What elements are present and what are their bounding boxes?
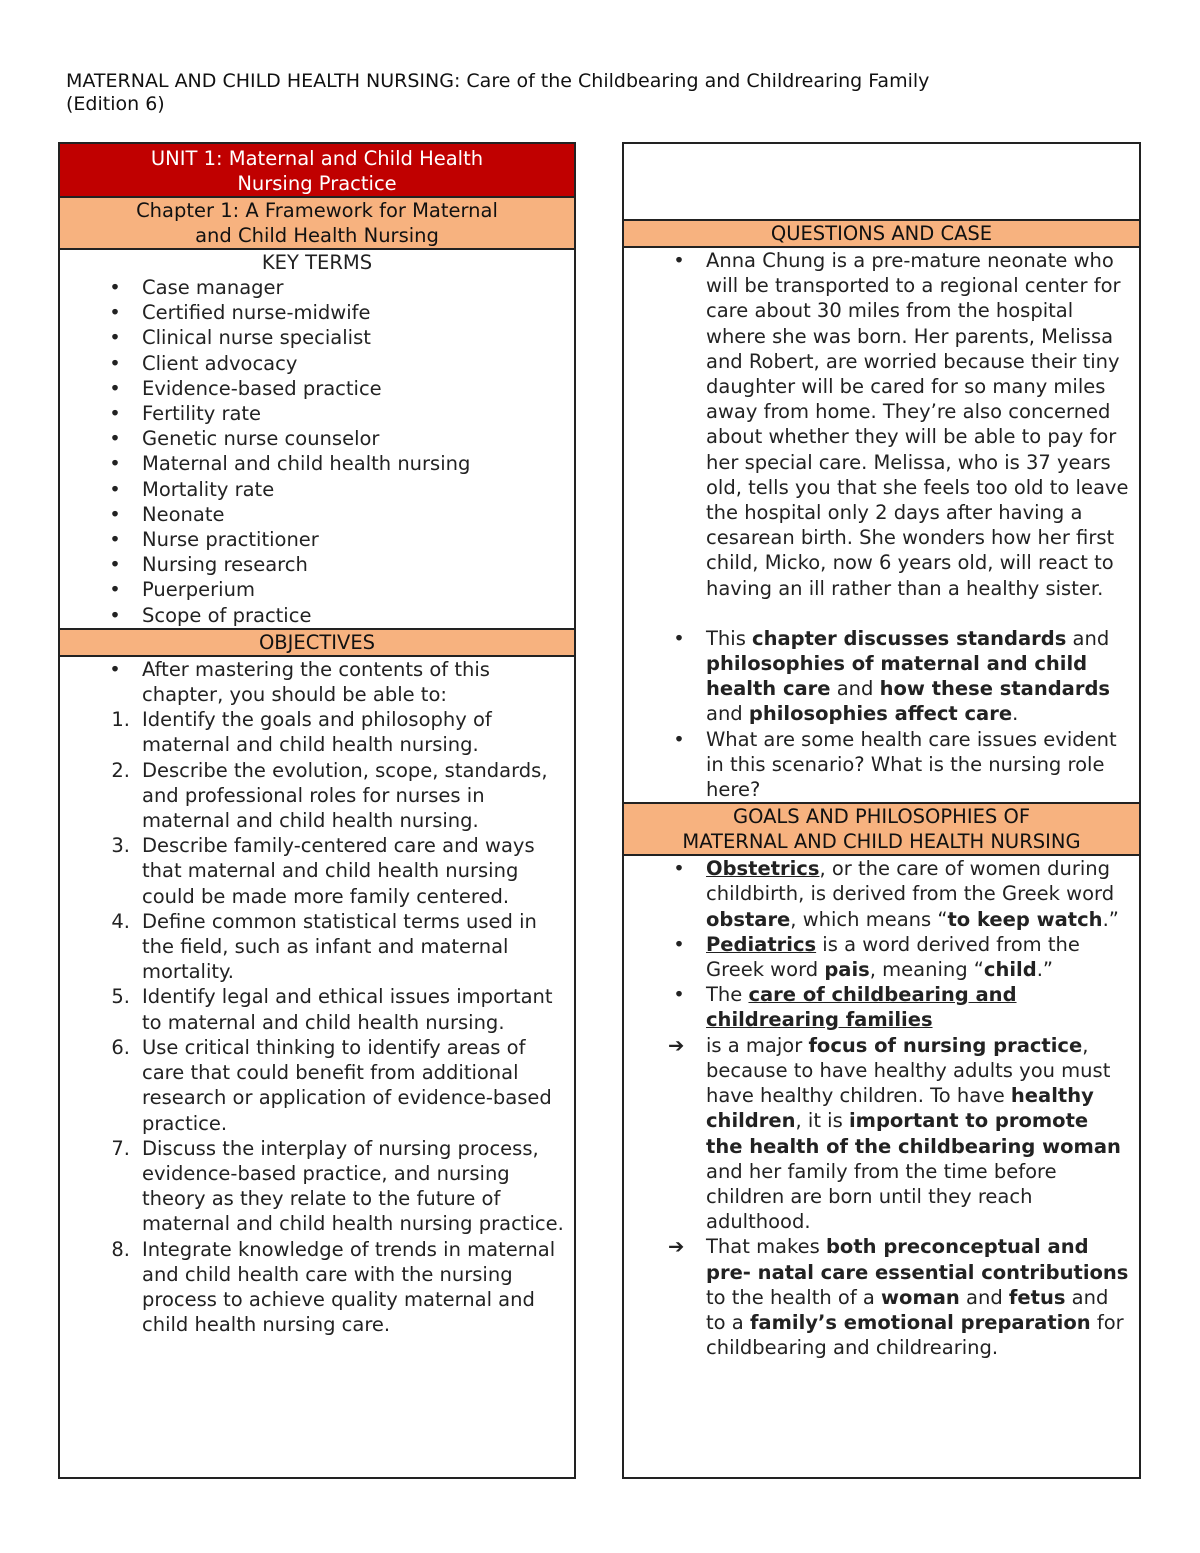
chapter-header-line-2: and Child Health Nursing <box>195 224 439 247</box>
objective-item: 5. Identify legal and ethical issues important to maternal and child health nursing. <box>111 985 553 1034</box>
prenatal-arrow-item: ➔ That makes both preconceptual and pre- natal care essential contributions to the health of a woman and fetus and to a family’s emotional preparation for childbearing and childrearing. <box>668 1235 1129 1360</box>
care-item: • The care of childbearing and childrearing families <box>673 983 1017 1032</box>
key-term-item: • Genetic nurse counselor <box>109 427 380 451</box>
goals-heading-line-2: MATERNAL AND CHILD HEALTH NURSING <box>682 830 1081 854</box>
key-term-item: • Puerperium <box>109 578 255 602</box>
objectives-list <box>60 707 574 1337</box>
blank-cell <box>624 144 1139 221</box>
key-terms-heading: KEY TERMS <box>261 251 373 274</box>
pediatrics-item: • Pediatrics is a word derived from the Greek word pais, meaning “child.” <box>673 932 1080 982</box>
objective-item: 1. Identify the goals and philosophy of maternal and child health nursing. <box>111 708 492 757</box>
key-term-item: • Neonate <box>109 502 225 526</box>
arrow-right-icon: ➔ <box>668 1033 685 1057</box>
objective-item: 2. Describe the evolution, scope, standards, and professional roles for nurses in maternal and child health nursing. <box>111 758 548 833</box>
key-term-item: • Mortality rate <box>109 477 275 501</box>
unit-header <box>60 144 574 198</box>
key-term-item: • Nurse practitioner <box>109 528 319 552</box>
unit-header-line-2: Nursing Practice <box>237 172 397 195</box>
document-title-line-1: MATERNAL AND CHILD HEALTH NURSING: Care of the Childbearing and Childrearing Family <box>66 70 930 92</box>
objective-item: 4. Define common statistical terms used in the field, such as infant and maternal mortality. <box>111 909 537 984</box>
chapter-note: • This chapter discusses standards and philosophies of maternal and child health care and how these standards and philosophies affect care. <box>673 626 1111 726</box>
objective-item: 8. Integrate knowledge of trends in maternal and child health care with the nursing process to achieve quality maternal and child health nursing care. <box>111 1237 556 1337</box>
case-list <box>624 248 1139 601</box>
goals-heading-line-1: GOALS AND PHILOSOPHIES OF <box>732 805 1031 829</box>
objective-item: 7. Discuss the interplay of nursing process, evidence-based practice, and nursing theory as they relate to the future of maternal and child health nursing practice. <box>111 1136 564 1236</box>
objective-item: 3. Describe family-centered care and ways that maternal and child health nursing could be made more family centered. <box>111 834 535 908</box>
chapter-header <box>60 198 574 250</box>
arrow-right-icon: ➔ <box>668 1235 685 1259</box>
document-title-line-2: (Edition 6) <box>66 93 165 115</box>
key-term-item: • Client advocacy <box>109 351 298 375</box>
key-term-item: • Fertility rate <box>109 402 262 426</box>
objectives-intro-list <box>60 657 574 707</box>
case-scenario: • Anna Chung is a pre-mature neonate who will be transported to a regional center for care about 30 miles from the hospital where she was born. Her parents, Melissa and Robert, are worried because their tiny daughter will be cared for so many miles away from home. They’re also concerned about whether they will be able to pay for her special care. Melissa, who is 37 years old, tells you that she feels too old to leave the hospital only 2 days after having a cesarean birth. She wonders how her first child, Micko, now 6 years old, will react to having an ill rather than a healthy sister. <box>673 249 1129 600</box>
obstetrics-item: • Obstetrics, or the care of women during childbirth, is derived from the Greek word obstare, which means “to keep watch.” <box>673 857 1119 931</box>
questions-heading: QUESTIONS AND CASE <box>624 221 1139 248</box>
document-title <box>66 70 1146 116</box>
key-term-item: • Evidence-based practice <box>109 376 382 400</box>
goals-heading <box>624 802 1139 856</box>
key-term-item: • Maternal and child health nursing <box>109 452 471 476</box>
chapter-header-line-1: Chapter 1: A Framework for Maternal <box>136 199 498 222</box>
goals-list <box>624 856 1139 1360</box>
key-terms-list <box>60 275 574 628</box>
key-term-item: • Scope of practice <box>109 603 312 627</box>
key-term-item: • Nursing research <box>109 553 308 577</box>
right-column-box <box>622 142 1141 1479</box>
discussion-question: • What are some health care issues evident in this scenario? What is the nursing role here? <box>673 727 1117 802</box>
left-column-box <box>58 142 576 1479</box>
unit-header-line-1: UNIT 1: Maternal and Child Health <box>150 147 484 170</box>
key-term-item: • Case manager <box>109 276 284 299</box>
objectives-heading: OBJECTIVES <box>60 628 574 657</box>
discussion-list <box>624 626 1139 802</box>
key-term-item: • Certified nurse-midwife <box>109 301 371 325</box>
objective-item: 6. Use critical thinking to identify areas of care that could benefit from additional research or application of evidence-based practice. <box>111 1035 552 1135</box>
objectives-intro: • After mastering the contents of this chapter, you should be able to: <box>109 657 490 707</box>
key-term-item: • Clinical nurse specialist <box>109 326 371 350</box>
focus-arrow-item: ➔ is a major focus of nursing practice, because to have healthy adults you must have healthy children. To have healthy children, it is important to promote the health of the childbearing woman and her family from the time before children are born until they reach adulthood. <box>668 1033 1121 1234</box>
